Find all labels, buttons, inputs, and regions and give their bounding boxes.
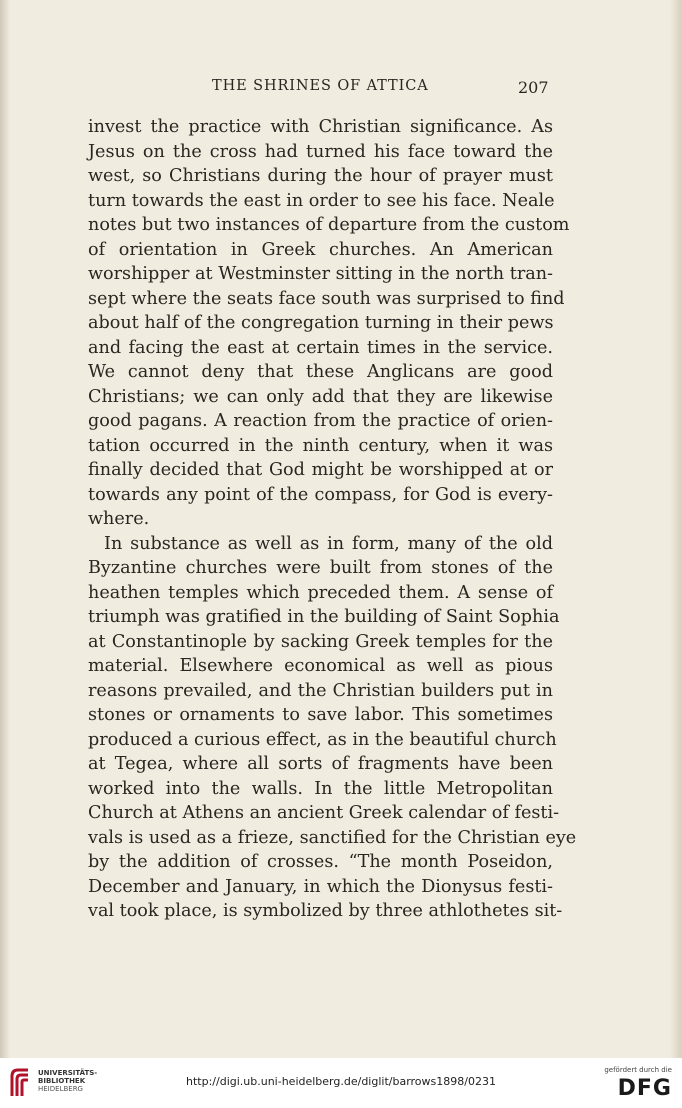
- text-line: and facing the east at certain times in the service.: [88, 337, 553, 358]
- text-line: reasons prevailed, and the Christian builders put in: [88, 680, 553, 701]
- text-line: of orientation in Greek churches. An American: [88, 239, 553, 260]
- text-line: We cannot deny that these Anglicans are good: [88, 362, 553, 382]
- text-line: val took place, is symbolized by three athlothetes sit-: [88, 901, 563, 921]
- text-line: at Constantinople by sacking Greek temples for the: [88, 631, 553, 652]
- text-line: vals is used as a frieze, sanctified for the Christian eye: [88, 827, 577, 848]
- text-line-indented: In substance as well as in form, many of the old: [104, 533, 553, 554]
- running-title: THE SHRINES OF ATTICA: [212, 78, 429, 94]
- text-line: stones or ornaments to save labor. This sometimes: [88, 705, 553, 725]
- text-line: invest the practice with Christian significance. As: [88, 117, 553, 137]
- dfg-logo: DFG: [617, 1076, 672, 1101]
- text-line: worked into the walls. In the little Metropolitan: [88, 778, 553, 799]
- text-line: worshipper at Westminster sitting in the north tran-: [88, 264, 553, 284]
- text-line: sept where the seats face south was surprised to find: [88, 288, 565, 309]
- text-line: west, so Christians during the hour of prayer must: [88, 166, 553, 186]
- text-line: heathen temples which preceded them. A sense of: [88, 582, 553, 603]
- page-gutter-shadow: [0, 0, 10, 1058]
- funding-caption: gefördert durch die: [604, 1066, 672, 1074]
- text-line: Christians; we can only add that they are likewise: [88, 386, 553, 407]
- source-url-link[interactable]: http://digi.ub.uni-heidelberg.de/diglit/barrows1898/0231: [186, 1075, 496, 1088]
- text-line: December and January, in which the Dionysus festi-: [88, 876, 553, 897]
- library-city: HEIDELBERG: [38, 1085, 83, 1093]
- text-line: notes but two instances of departure from the custom: [88, 215, 570, 235]
- text-line: at Tegea, where all sorts of fragments have been: [88, 754, 553, 774]
- running-head: [0, 78, 682, 100]
- text-line: tation occurred in the ninth century, when it was: [88, 435, 553, 456]
- text-line: material. Elsewhere economical as well as pious: [88, 656, 553, 676]
- text-line: good pagans. A reaction from the practice of orien-: [88, 411, 553, 431]
- page-edge-shadow: [670, 0, 682, 1058]
- text-line: Church at Athens an ancient Greek calendar of festi-: [88, 803, 560, 823]
- text-line: produced a curious effect, as in the beautiful church: [88, 729, 557, 750]
- body-text: [88, 115, 577, 924]
- text-line: Jesus on the cross had turned his face toward the: [88, 141, 553, 162]
- text-line: finally decided that God might be worshipped at or: [88, 460, 553, 480]
- text-line: towards any point of the compass, for God is every-: [88, 484, 553, 505]
- text-line: by the addition of crosses. “The month Poseidon,: [88, 852, 553, 872]
- library-name-line1: UNIVERSITÄTS-: [38, 1069, 98, 1077]
- text-line: about half of the congregation turning in their pews: [88, 313, 554, 333]
- text-line: where.: [88, 509, 150, 529]
- library-name-line2: BIBLIOTHEK: [38, 1077, 86, 1085]
- text-line: Byzantine churches were built from stones of the: [88, 558, 553, 578]
- digitization-footer: [0, 1058, 682, 1108]
- text-line: turn towards the east in order to see his face. Neale: [88, 190, 555, 211]
- page-number: 207: [518, 78, 549, 97]
- text-line: triumph was gratified in the building of Saint Sophia: [88, 607, 560, 627]
